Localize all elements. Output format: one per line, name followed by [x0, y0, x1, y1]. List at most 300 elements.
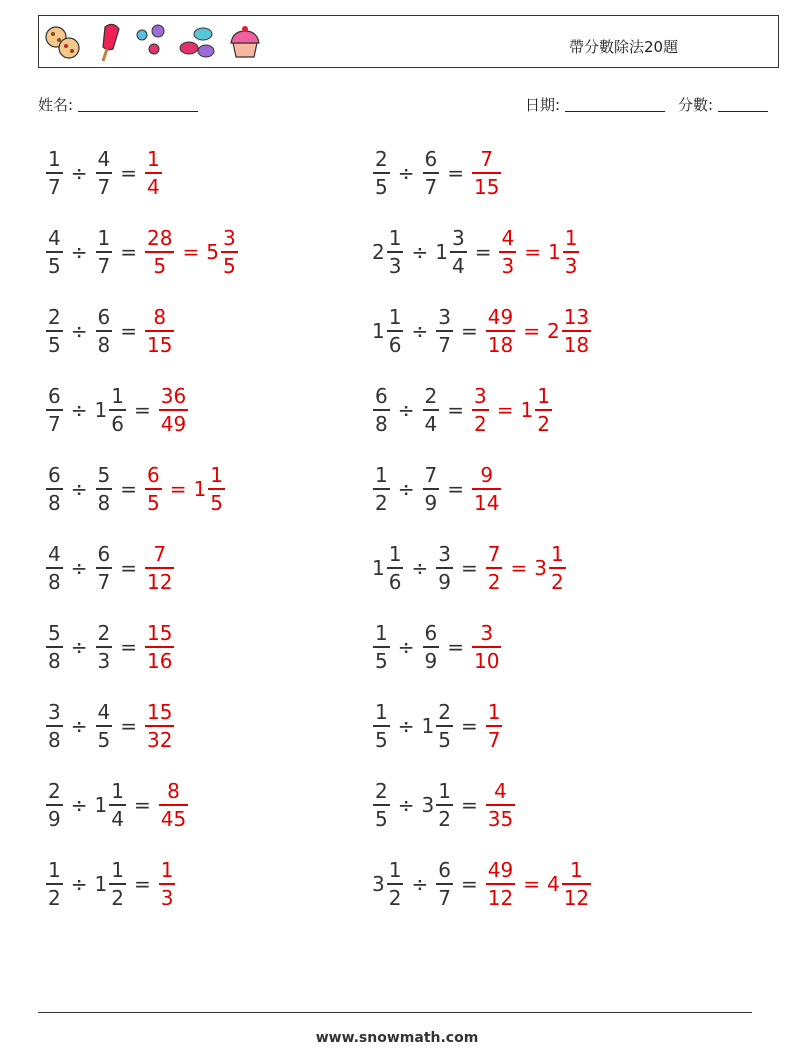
dividend [45, 544, 64, 592]
dividend-fraction-bar [46, 172, 63, 174]
divisor [95, 228, 114, 276]
answer-improper-numerator: 28 [147, 226, 173, 251]
divide-sign: ÷ [411, 872, 429, 896]
divisor-denominator: 7 [97, 253, 111, 278]
answer-improper-numerator: 3 [480, 621, 494, 646]
divisor-fraction-bar [96, 251, 113, 253]
divisor [422, 623, 441, 671]
answer-improper [485, 702, 504, 750]
dividend-numerator: 1 [388, 858, 402, 883]
answer-improper-fraction-bar [145, 488, 162, 490]
problem-item [45, 380, 189, 440]
answer-improper-fraction [159, 386, 188, 434]
dividend-fraction [373, 386, 390, 434]
divisor-fraction [436, 781, 453, 829]
answer-mixed [206, 228, 238, 276]
dividend-fraction [387, 228, 404, 276]
answer-improper-fraction-bar [145, 330, 174, 332]
answer-improper-numerator: 3 [474, 384, 487, 409]
answer-improper-numerator: 4 [501, 226, 515, 251]
answer-improper-fraction-bar [499, 251, 516, 253]
footer-divider [38, 1012, 752, 1013]
equals-sign: = [447, 477, 464, 501]
divisor-fraction-bar [109, 883, 126, 885]
answer-improper-fraction [159, 860, 176, 908]
answer-mixed-whole: 4 [546, 872, 560, 896]
answer-improper-fraction [145, 702, 174, 750]
answer-improper [485, 860, 516, 908]
dividend-denominator: 5 [375, 727, 388, 752]
dividend [372, 860, 404, 908]
dividend-numerator: 3 [48, 700, 61, 725]
problem-item [372, 617, 502, 677]
divide-sign: ÷ [70, 477, 88, 501]
dividend-fraction [373, 702, 390, 750]
divide-sign: ÷ [70, 556, 88, 580]
date-field [525, 94, 665, 115]
answer-improper-fraction-bar [145, 172, 162, 174]
divisor-fraction [96, 702, 113, 750]
answer [498, 228, 580, 276]
dividend-fraction-bar [387, 251, 404, 253]
divide-sign: ÷ [70, 398, 88, 422]
answer [144, 702, 175, 750]
dividend-numerator: 2 [48, 779, 61, 804]
dividend [372, 228, 404, 276]
answer-mixed-denominator: 3 [564, 253, 578, 278]
dividend-numerator: 4 [48, 226, 61, 251]
worksheet-title: 帶分數除法20題 [569, 38, 679, 56]
dividend-denominator: 6 [388, 569, 402, 594]
divisor-fraction-bar [436, 567, 453, 569]
equals-sign: = [460, 872, 478, 896]
answer-improper-fraction-bar [145, 251, 174, 253]
problem-item [45, 538, 175, 598]
answer-improper [471, 386, 490, 434]
divisor-fraction-bar [436, 804, 453, 806]
divisor-fraction [96, 307, 113, 355]
dividend-fraction [46, 307, 63, 355]
dividend [372, 781, 391, 829]
dividend-denominator: 5 [48, 253, 61, 278]
divisor-denominator: 7 [438, 332, 451, 357]
divide-sign: ÷ [411, 240, 429, 264]
answer-mixed-numerator: 1 [537, 384, 550, 409]
problem-item [372, 775, 516, 835]
answer-improper [158, 860, 177, 908]
answer-improper-fraction [472, 623, 501, 671]
answer [144, 307, 175, 355]
answer-improper [485, 544, 504, 592]
dividend [372, 149, 391, 197]
divisor-fraction [450, 228, 467, 276]
answer-improper-fraction [486, 860, 515, 908]
divide-sign: ÷ [70, 319, 88, 343]
divisor-denominator: 7 [438, 885, 451, 910]
divisor [95, 465, 114, 513]
dividend-denominator: 5 [48, 332, 61, 357]
divisor-numerator: 5 [97, 463, 111, 488]
answer-mixed-numerator: 1 [570, 858, 583, 883]
answer [471, 623, 502, 671]
answer-mixed-denominator: 2 [537, 411, 550, 436]
answer-improper [144, 465, 163, 513]
answer-mixed-numerator: 3 [222, 226, 236, 251]
answer-improper-denominator: 7 [487, 727, 501, 752]
answer [144, 623, 175, 671]
answer-improper-denominator: 12 [147, 569, 173, 594]
divisor-denominator: 4 [451, 253, 465, 278]
divisor-fraction [423, 386, 440, 434]
dividend-numerator: 1 [388, 226, 402, 251]
divisor-denominator: 3 [97, 648, 111, 673]
answer-mixed-fraction [563, 228, 580, 276]
answer [471, 465, 502, 513]
divide-sign: ÷ [397, 635, 415, 659]
divisor-fraction-bar [436, 725, 453, 727]
answer-improper-numerator: 7 [480, 147, 494, 172]
divisor-denominator: 5 [438, 727, 451, 752]
equals-sign: = [474, 240, 492, 264]
cupcake-icon [225, 21, 265, 63]
problem-item [372, 143, 502, 203]
dividend-denominator: 8 [48, 569, 61, 594]
divisor-numerator: 4 [97, 700, 111, 725]
equals-sign: = [120, 635, 137, 659]
divisor-whole: 1 [94, 872, 108, 896]
answer [471, 149, 502, 197]
divisor [95, 860, 127, 908]
answer-improper-fraction-bar [472, 488, 501, 490]
divisor-fraction [96, 228, 113, 276]
dividend-denominator: 7 [48, 174, 61, 199]
problem-item [45, 143, 163, 203]
divisor-fraction-bar [96, 725, 113, 727]
dividend-numerator: 2 [48, 305, 61, 330]
dividend-fraction [387, 544, 404, 592]
divisor-whole: 1 [94, 398, 108, 422]
divisor-numerator: 1 [111, 858, 124, 883]
divisor-fraction-bar [96, 172, 113, 174]
answer-improper-denominator: 15 [147, 332, 173, 357]
answer-mixed-whole: 3 [534, 556, 547, 580]
answer [144, 149, 163, 197]
name-field [38, 94, 198, 115]
answer-mixed-fraction-bar [221, 251, 238, 253]
answer-improper-denominator: 18 [487, 332, 514, 357]
answer [158, 860, 177, 908]
name-blank [78, 98, 198, 112]
answer-improper-denominator: 2 [487, 569, 501, 594]
divisor-whole: 1 [94, 793, 108, 817]
divisor-denominator: 2 [111, 885, 124, 910]
answer-improper-denominator: 49 [160, 411, 187, 436]
answer-improper-fraction [159, 781, 188, 829]
divisor [422, 702, 454, 750]
answer-improper-fraction [145, 307, 174, 355]
divisor-numerator: 6 [424, 621, 438, 646]
divisor-whole: 3 [421, 793, 435, 817]
dividend-fraction-bar [387, 567, 404, 569]
equals-sign: = [460, 319, 478, 343]
answer-mixed-whole: 1 [520, 398, 534, 422]
divisor-denominator: 8 [97, 332, 111, 357]
answer-improper [158, 386, 189, 434]
answer [158, 781, 189, 829]
answer-mixed-numerator: 13 [563, 305, 590, 330]
problem-item [372, 301, 592, 361]
answer-improper [144, 307, 175, 355]
dividend-numerator: 2 [375, 147, 388, 172]
answer-mixed-fraction-bar [562, 330, 591, 332]
divide-sign: ÷ [397, 477, 415, 501]
answer-improper [485, 781, 516, 829]
answer-mixed-fraction-bar [535, 409, 552, 411]
answer-mixed [547, 307, 592, 355]
dividend-fraction-bar [373, 172, 390, 174]
answer-improper-fraction-bar [486, 330, 515, 332]
answer-improper-fraction [145, 544, 174, 592]
dividend [372, 702, 391, 750]
answer-improper [144, 228, 175, 276]
equals-sign: = [120, 477, 137, 501]
dividend-whole: 2 [372, 240, 385, 264]
dividend-denominator: 5 [375, 806, 388, 831]
divisor [95, 781, 127, 829]
answer-mixed-numerator: 1 [210, 463, 223, 488]
divisor-fraction-bar [450, 251, 467, 253]
divisor-fraction [96, 465, 113, 513]
dividend [45, 781, 64, 829]
divide-sign: ÷ [70, 793, 88, 817]
divisor-fraction-bar [423, 172, 440, 174]
problem-item [45, 222, 239, 282]
divisor-denominator: 4 [424, 411, 438, 436]
date-blank [565, 98, 665, 112]
answer-mixed-denominator: 5 [210, 490, 223, 515]
answer-improper-fraction-bar [486, 725, 503, 727]
dividend-denominator: 8 [375, 411, 388, 436]
answer [485, 544, 567, 592]
answer-improper-fraction-bar [472, 409, 489, 411]
equals-sign: = [447, 398, 464, 422]
answer-improper-denominator: 14 [474, 490, 500, 515]
answer [485, 307, 592, 355]
answer-improper-fraction [472, 386, 489, 434]
dividend-fraction [387, 307, 404, 355]
divisor-numerator: 1 [438, 779, 451, 804]
dividend [45, 702, 64, 750]
equals-sign: = [460, 793, 478, 817]
dividend [372, 623, 391, 671]
answer-improper-denominator: 10 [474, 648, 500, 673]
answer-improper-fraction-bar [472, 646, 501, 648]
answer-improper-denominator: 3 [160, 885, 174, 910]
answer-equals-sign: = [182, 240, 200, 264]
divide-sign: ÷ [397, 161, 415, 185]
score-field [678, 94, 768, 115]
answer [158, 386, 189, 434]
divisor-fraction [436, 307, 453, 355]
divisor-whole: 1 [421, 714, 435, 738]
problem-item [45, 696, 175, 756]
dividend-fraction [46, 149, 63, 197]
answer-mixed-fraction-bar [208, 488, 225, 490]
divisor-denominator: 7 [97, 174, 111, 199]
dividend [45, 623, 64, 671]
dividend-denominator: 5 [375, 648, 388, 673]
divide-sign: ÷ [70, 161, 88, 185]
divisor-denominator: 4 [111, 806, 124, 831]
answer-mixed [194, 465, 226, 513]
answer-improper-fraction-bar [145, 646, 174, 648]
dividend-numerator: 6 [375, 384, 388, 409]
answer [144, 228, 239, 276]
answer-improper-numerator: 49 [487, 858, 514, 883]
divisor-fraction [423, 623, 440, 671]
dividend-fraction-bar [373, 488, 390, 490]
header-box [38, 15, 779, 68]
divisor-denominator: 9 [424, 648, 438, 673]
divisor-fraction-bar [423, 488, 440, 490]
divisor-fraction-bar [96, 488, 113, 490]
answer-equals-sign: = [169, 477, 187, 501]
dividend-fraction [373, 149, 390, 197]
divisor-fraction-bar [436, 883, 453, 885]
divisor-fraction-bar [423, 409, 440, 411]
divisor [95, 149, 114, 197]
divisor-numerator: 2 [424, 384, 438, 409]
answer-improper-denominator: 32 [147, 727, 173, 752]
dividend-fraction-bar [46, 646, 63, 648]
dividend-denominator: 9 [48, 806, 61, 831]
answer-improper [144, 702, 175, 750]
divisor-fraction-bar [96, 567, 113, 569]
divisor-fraction-bar [96, 646, 113, 648]
answer-improper-fraction [145, 149, 162, 197]
equals-sign: = [133, 398, 151, 422]
dividend-whole: 1 [372, 319, 385, 343]
dividend-denominator: 8 [48, 648, 61, 673]
dividend-numerator: 1 [375, 700, 388, 725]
dividend-denominator: 7 [48, 411, 61, 436]
equals-sign: = [447, 161, 464, 185]
divisor-numerator: 3 [438, 542, 451, 567]
divisor [422, 781, 454, 829]
answer-improper-fraction [145, 465, 162, 513]
divide-sign: ÷ [411, 556, 429, 580]
problem-item [45, 301, 175, 361]
answer-improper-denominator: 45 [160, 806, 187, 831]
dividend-whole: 3 [372, 872, 385, 896]
divisor-numerator: 2 [438, 700, 451, 725]
footer-url: www.snowmath.com [315, 1030, 479, 1046]
divisor-numerator: 4 [97, 147, 111, 172]
answer-improper-denominator: 2 [474, 411, 487, 436]
answer-mixed-fraction-bar [563, 251, 580, 253]
divisor-whole: 1 [435, 240, 448, 264]
answer-improper-fraction-bar [486, 567, 503, 569]
answer-improper-fraction [472, 149, 501, 197]
divisor-denominator: 2 [438, 806, 451, 831]
dividend [372, 465, 391, 513]
answer-improper-fraction [486, 781, 515, 829]
dividend [45, 228, 64, 276]
equals-sign: = [120, 714, 137, 738]
problem-item [45, 854, 176, 914]
candies-icon [132, 21, 172, 63]
dividend-numerator: 1 [375, 463, 388, 488]
answer [485, 860, 592, 908]
equals-sign: = [120, 240, 137, 264]
answer-improper-numerator: 4 [494, 779, 507, 804]
answer-improper-denominator: 12 [487, 885, 514, 910]
macarons-icon [176, 21, 216, 63]
answer-mixed-numerator: 1 [564, 226, 578, 251]
problem-item [372, 538, 567, 598]
divisor-denominator: 5 [97, 727, 111, 752]
dividend [45, 386, 64, 434]
dividend-denominator: 6 [388, 332, 402, 357]
dividend-fraction-bar [373, 646, 390, 648]
answer [144, 544, 175, 592]
divisor-numerator: 1 [111, 384, 124, 409]
answer-improper-fraction-bar [159, 409, 188, 411]
divisor-denominator: 9 [424, 490, 438, 515]
dividend-denominator: 2 [388, 885, 402, 910]
answer-improper-denominator: 4 [147, 174, 160, 199]
answer-improper-fraction-bar [145, 725, 174, 727]
dividend-fraction-bar [373, 725, 390, 727]
answer-improper-numerator: 7 [153, 542, 167, 567]
answer-improper-fraction-bar [159, 804, 188, 806]
answer-mixed-denominator: 2 [550, 569, 564, 594]
divisor-numerator: 2 [97, 621, 111, 646]
divisor-numerator: 3 [438, 305, 451, 330]
answer-mixed-fraction [562, 860, 591, 908]
score-label: 分數: [678, 96, 714, 114]
answer-improper-numerator: 7 [487, 542, 501, 567]
answer-mixed-denominator: 12 [563, 885, 590, 910]
divisor-denominator: 6 [111, 411, 124, 436]
answer-improper-fraction-bar [486, 804, 515, 806]
divisor-fraction-bar [109, 804, 126, 806]
answer-mixed-numerator: 1 [550, 542, 564, 567]
divisor-fraction [436, 702, 453, 750]
dividend-numerator: 1 [388, 542, 402, 567]
divisor-fraction [96, 149, 113, 197]
answer-mixed [547, 860, 592, 908]
answer-improper [144, 149, 163, 197]
answer-mixed-whole: 2 [546, 319, 560, 343]
answer-improper-fraction-bar [159, 883, 176, 885]
dividend-fraction-bar [46, 567, 63, 569]
equals-sign: = [120, 556, 137, 580]
problem-item [372, 222, 580, 282]
answer-equals-sign: = [523, 872, 540, 896]
divisor-fraction-bar [423, 646, 440, 648]
dividend-denominator: 8 [48, 490, 61, 515]
answer-improper-denominator: 35 [487, 806, 514, 831]
answer-improper-denominator: 5 [153, 253, 167, 278]
dividend-fraction [46, 702, 63, 750]
dividend-denominator: 8 [48, 727, 61, 752]
divisor [95, 544, 114, 592]
divisor-fraction [423, 465, 440, 513]
answer-mixed-fraction [208, 465, 225, 513]
answer-mixed-fraction [221, 228, 238, 276]
dividend-numerator: 1 [48, 147, 61, 172]
